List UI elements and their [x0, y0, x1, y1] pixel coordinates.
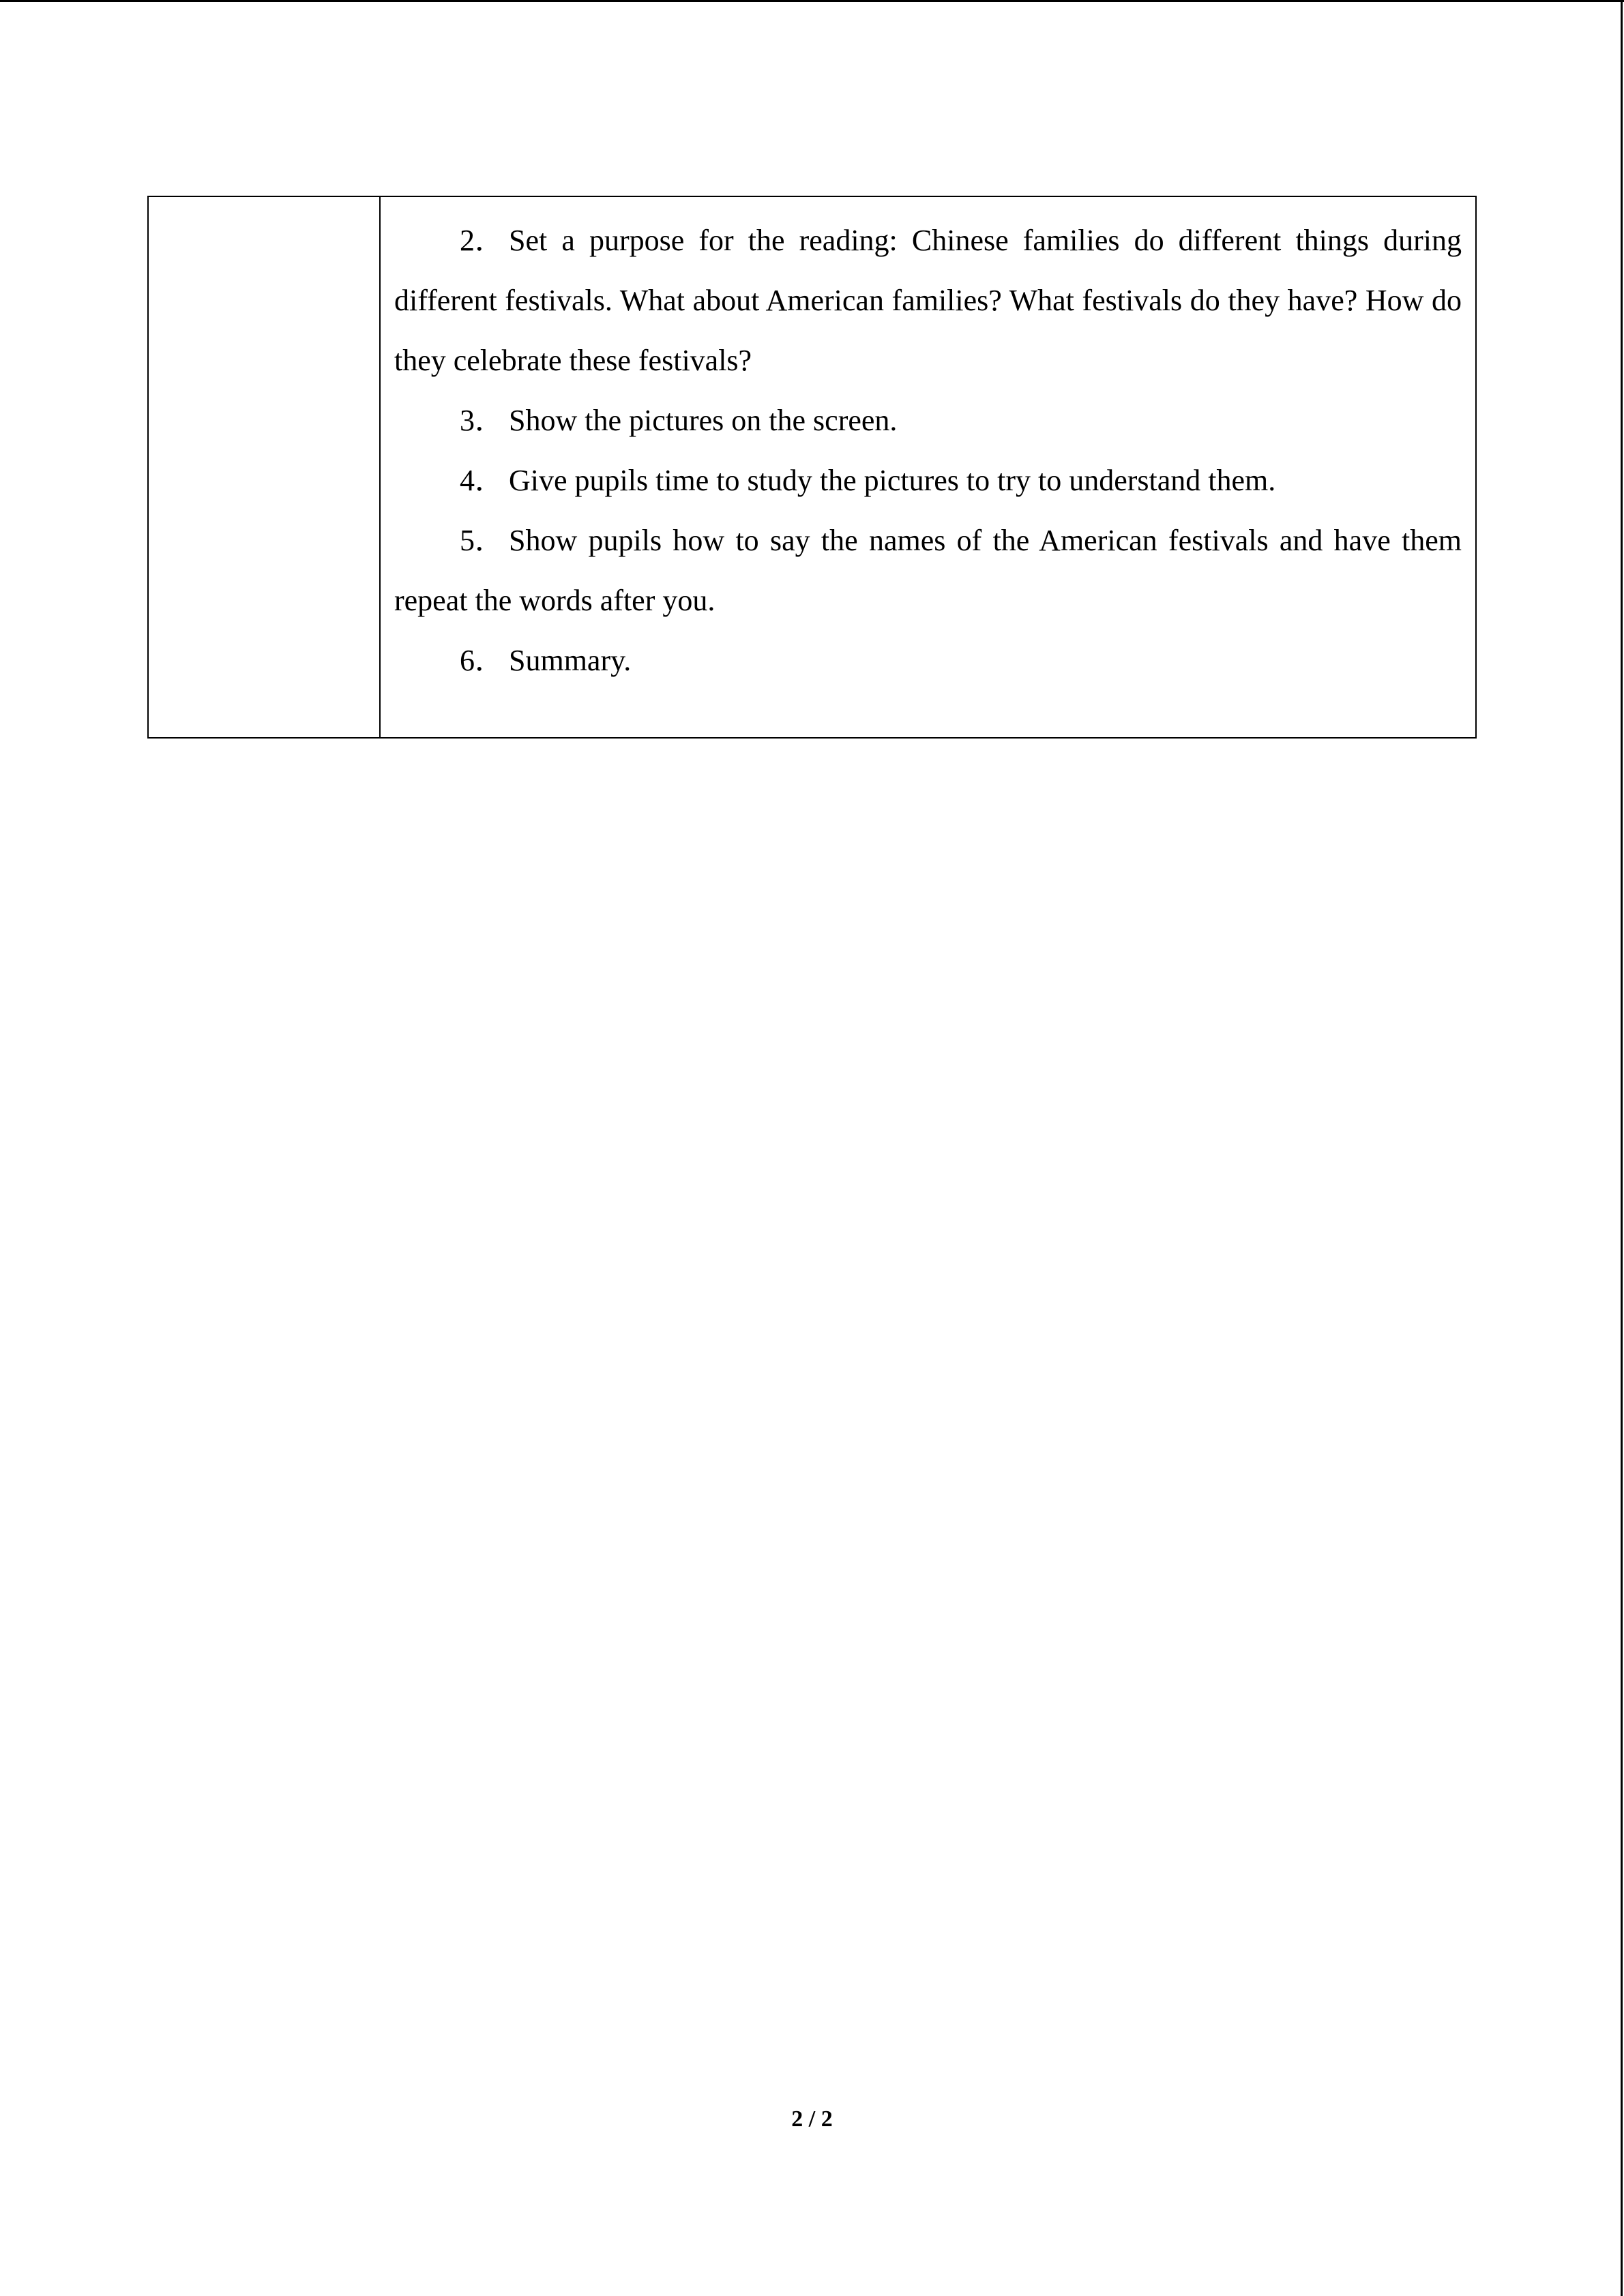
step-3	[394, 391, 1462, 451]
table-left-cell	[149, 197, 381, 737]
step-6	[394, 631, 1462, 691]
step-4-text: Give pupils time to study the pictures to try to understand them.	[509, 464, 1276, 497]
page-right-border	[1621, 0, 1623, 2296]
step-2-text: Set a purpose for the reading: Chinese families do different things during different festivals. What about American families? What festivals do they have? How do they celebrate these festivals?	[394, 224, 1462, 377]
step-2-number: 2．	[460, 224, 505, 257]
lesson-table	[147, 196, 1477, 739]
step-3-text: Show the pictures on the screen.	[509, 404, 898, 437]
step-5-text: Show pupils how to say the names of the American festivals and have them repeat the words after you.	[394, 524, 1462, 617]
table-right-cell	[381, 197, 1475, 737]
page-number: 2 / 2	[791, 2106, 833, 2132]
step-2	[394, 211, 1462, 391]
step-5	[394, 511, 1462, 631]
step-6-text: Summary.	[509, 644, 632, 677]
page-top-border	[0, 0, 1624, 2]
step-6-number: 6．	[460, 644, 505, 677]
step-4-number: 4．	[460, 464, 505, 497]
step-5-number: 5．	[460, 524, 505, 557]
step-3-number: 3．	[460, 404, 505, 437]
step-4	[394, 451, 1462, 511]
